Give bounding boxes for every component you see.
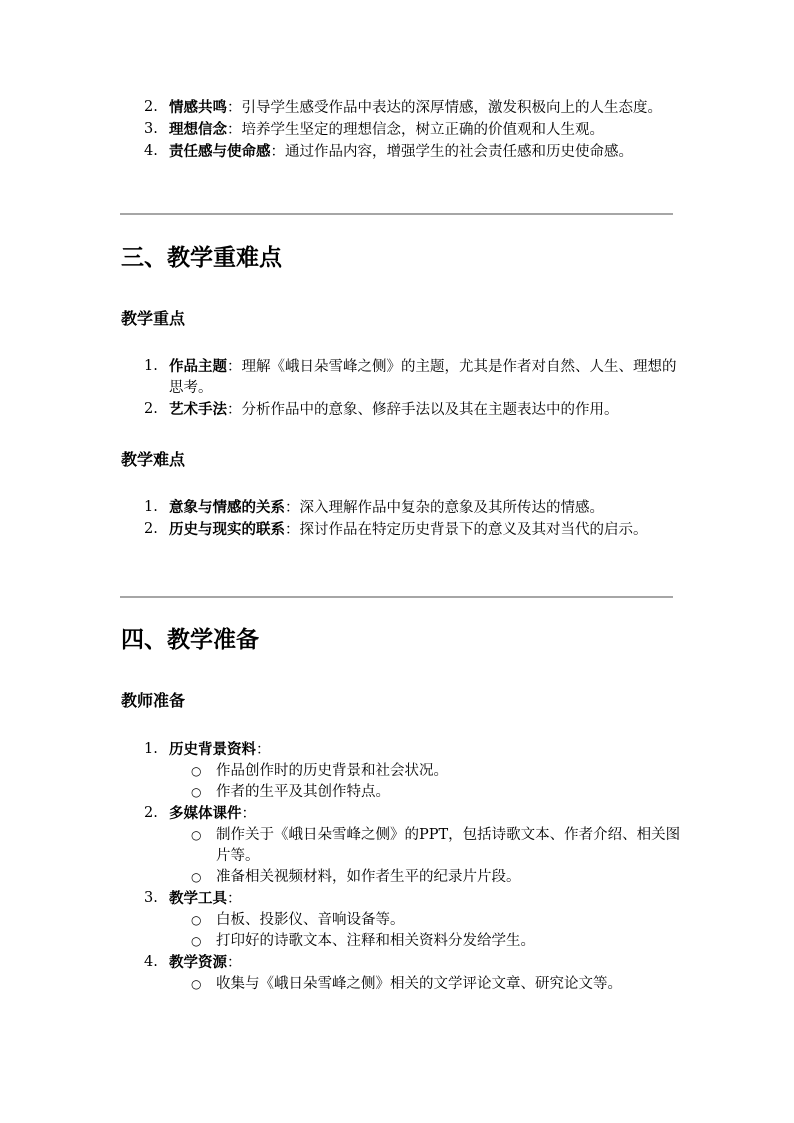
item-label: 历史背景资料: [169, 741, 256, 758]
sub-list-item: ○ 打印好的诗歌文本、注释和相关资料分发给学生。: [0, 931, 686, 952]
item-label: 教学资源: [169, 954, 227, 971]
item-text: 理解《峨日朵雪峰之侧》的主题，尤其是作者对自然、人生、理想的思考。: [169, 359, 677, 396]
list-item: 3. 教学工具： ○ 白板、投影仪、音响设备等。 ○ 打印好的诗歌文本、注释和相关资料分发给学生。: [0, 888, 686, 952]
sub-list-item: ○ 制作关于《峨日朵雪峰之侧》的PPT，包括诗歌文本、作者介绍、相关图片等。: [191, 827, 681, 864]
item-label: 理想信念: [169, 121, 227, 138]
list-item: 1. 意象与情感的关系：深入理解作品中复杂的意象及其所传达的情感。: [144, 499, 604, 516]
item-text: 深入理解作品中复杂的意象及其所传达的情感。: [299, 500, 604, 516]
list-item: 1. 作品主题：理解《峨日朵雪峰之侧》的主题，尤其是作者对自然、人生、理想的思考。: [144, 358, 677, 396]
list-item: 1. 历史背景资料： ○ 作品创作时的历史背景和社会状况。 ○ 作者的生平及其创作特点。: [0, 739, 686, 803]
sub-list: [0, 761, 686, 803]
bullet-icon: ○: [191, 870, 202, 884]
sub-list-item: ○ 准备相关视频材料，如作者生平的纪录片片段。: [0, 867, 686, 888]
teacher-prep-list: [0, 739, 686, 995]
bullet-icon: ○: [191, 913, 202, 927]
item-label: 多媒体课件: [169, 805, 242, 822]
focus-list: [0, 356, 689, 421]
item-number: 3.: [144, 890, 158, 906]
list-item: 4. 教学资源： ○ 收集与《峨日朵雪峰之侧》相关的文学评论文章、研究论文等。: [0, 952, 686, 995]
item-number: 2.: [144, 521, 158, 537]
item-number: 2.: [144, 805, 158, 821]
item-number: 2.: [144, 99, 158, 115]
bullet-icon: ○: [191, 785, 202, 799]
subsection-heading: 教学重点: [121, 309, 186, 328]
item-text: 通过作品内容，增强学生的社会责任感和历史使命感。: [285, 144, 633, 160]
list-item: 2. 情感共鸣：引导学生感受作品中表达的深厚情感，激发积极向上的人生态度。: [144, 99, 662, 116]
item-text: 分析作品中的意象、修辞手法以及其在主题表达中的作用。: [241, 402, 619, 418]
item-text: 引导学生感受作品中表达的深厚情感，激发积极向上的人生态度。: [241, 100, 662, 116]
item-number: 1.: [144, 741, 158, 757]
list-item: 3. 理想信念：培养学生坚定的理想信念，树立正确的价值观和人生观。: [144, 121, 604, 138]
section-heading: 三、教学重难点: [121, 244, 282, 271]
sub-list: [0, 974, 686, 995]
subsection-heading: 教学难点: [121, 450, 186, 469]
item-label: 作品主题: [169, 358, 227, 375]
bullet-icon: ○: [191, 934, 202, 948]
list-item: 2. 多媒体课件： ○ 制作关于《峨日朵雪峰之侧》的PPT，包括诗歌文本、作者介绍、相关图片等。 ○ 准备相关视频材料，如作者生平的纪录片片段。: [0, 803, 686, 888]
item-number: 1.: [144, 358, 158, 374]
difficult-list: [0, 497, 669, 541]
item-text: 探讨作品在特定历史背景下的意义及其对当代的启示。: [299, 522, 648, 538]
item-label: 历史与现实的联系: [169, 521, 285, 538]
section-divider: [120, 213, 673, 215]
item-number: 1.: [144, 499, 158, 515]
bullet-icon: ○: [191, 828, 202, 842]
subsection-heading: 教师准备: [121, 691, 186, 710]
item-label: 情感共鸣: [169, 99, 227, 116]
sub-list-item: ○ 白板、投影仪、音响设备等。: [0, 910, 686, 931]
sub-list-item: ○ 作品创作时的历史背景和社会状况。: [0, 761, 686, 782]
sub-list-item: ○ 收集与《峨日朵雪峰之侧》相关的文学评论文章、研究论文等。: [0, 974, 686, 995]
bullet-icon: ○: [191, 764, 202, 778]
list-item: 4. 责任感与使命感：通过作品内容，增强学生的社会责任感和历史使命感。: [144, 143, 633, 160]
sub-list: [0, 910, 686, 952]
bullet-icon: ○: [191, 977, 202, 991]
list-item: 2. 艺术手法：分析作品中的意象、修辞手法以及其在主题表达中的作用。: [144, 401, 619, 418]
item-number: 4.: [144, 954, 158, 970]
sub-list-item: ○ 作者的生平及其创作特点。: [0, 782, 686, 803]
item-number: 2.: [144, 401, 158, 417]
item-number: 3.: [144, 121, 158, 137]
sub-list: [0, 825, 686, 888]
item-label: 责任感与使命感: [169, 143, 271, 160]
item-label: 教学工具: [169, 890, 227, 907]
section-heading: 四、教学准备: [121, 626, 259, 653]
item-text: 培养学生坚定的理想信念，树立正确的价值观和人生观。: [241, 122, 604, 138]
objectives-list: [0, 97, 699, 163]
section-divider: [120, 596, 673, 598]
item-label: 意象与情感的关系: [169, 499, 285, 516]
item-label: 艺术手法: [169, 401, 227, 418]
item-number: 4.: [144, 143, 158, 159]
list-item: 2. 历史与现实的联系：探讨作品在特定历史背景下的意义及其对当代的启示。: [144, 521, 648, 538]
